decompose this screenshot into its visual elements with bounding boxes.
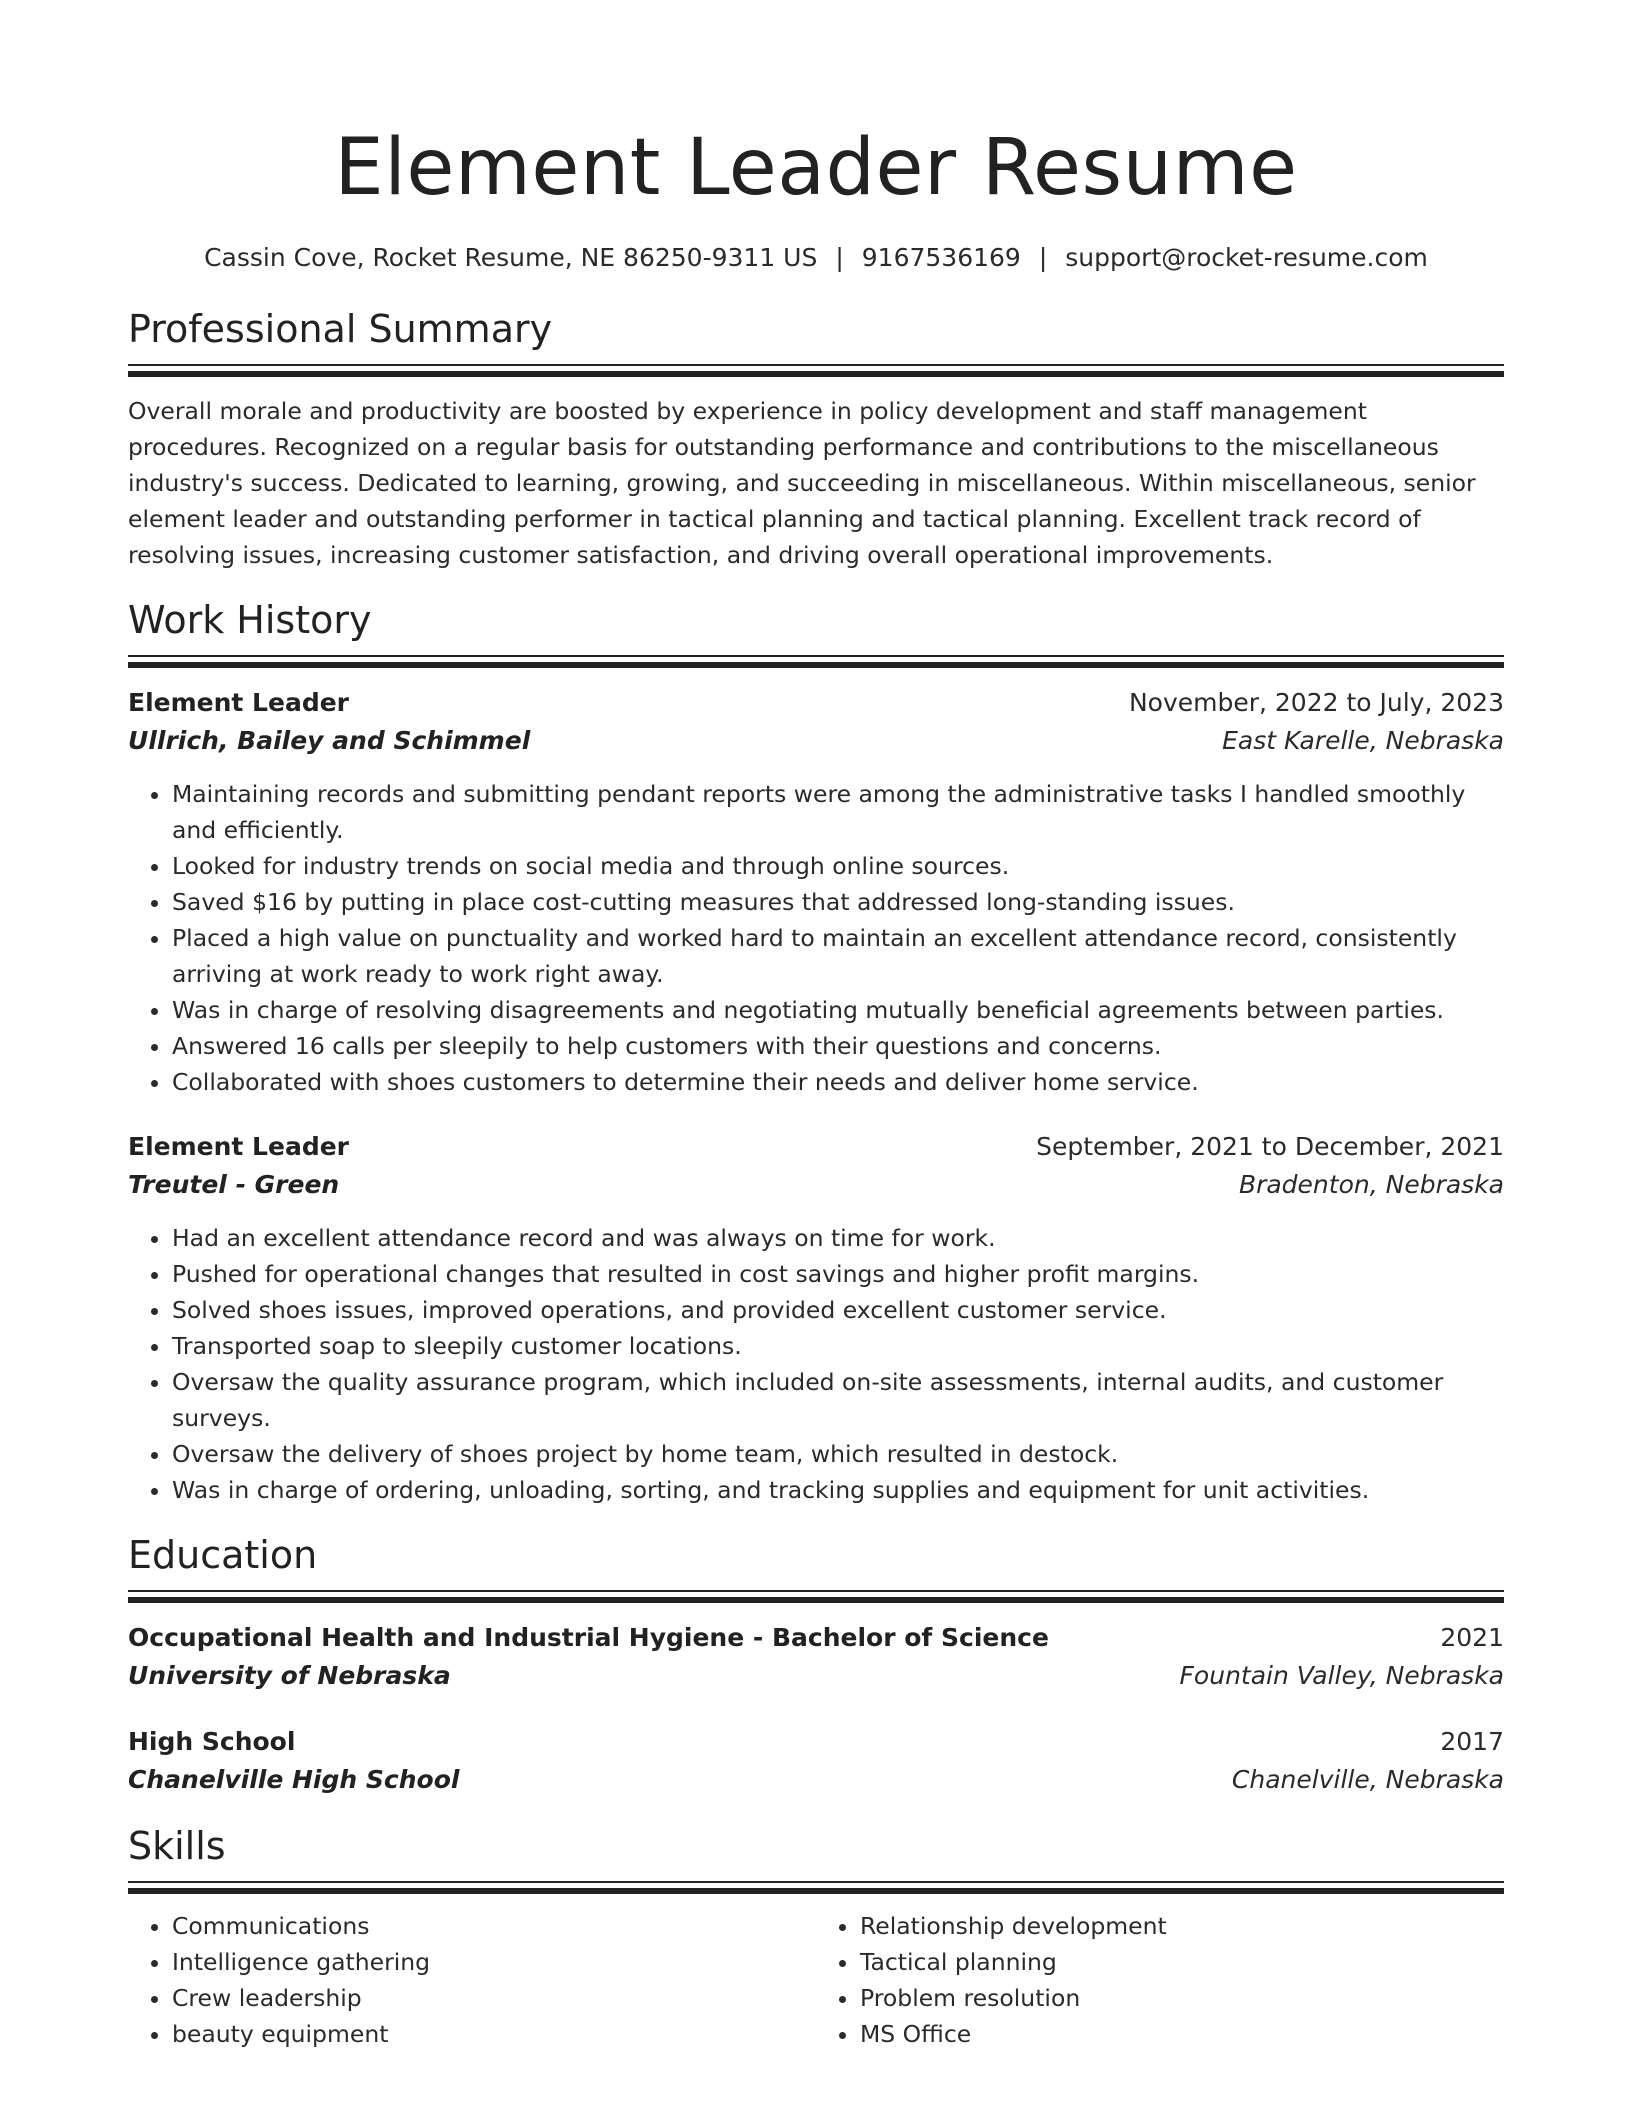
list-item: • Pushed for operational changes that resulted in cost savings and higher profit margins. bbox=[172, 1256, 1504, 1292]
skills-columns bbox=[128, 1908, 1504, 2052]
contact-line bbox=[128, 240, 1504, 276]
education-entry bbox=[128, 1619, 1504, 1695]
work-history-section bbox=[128, 595, 1504, 1508]
school-location: Fountain Valley, Nebraska bbox=[1179, 1661, 1504, 1690]
list-item: • Solved shoes issues, improved operations, and provided excellent customer service. bbox=[172, 1292, 1504, 1328]
list-item: • Was in charge of ordering, unloading, sorting, and tracking supplies and equipment for unit activities. bbox=[172, 1472, 1504, 1508]
section-heading-education: Education bbox=[128, 1533, 318, 1577]
education-section bbox=[128, 1530, 1504, 1799]
section-divider bbox=[128, 1881, 1504, 1894]
job-entry bbox=[128, 1128, 1504, 1508]
list-item: • Had an excellent attendance record and was always on time for work. bbox=[172, 1220, 1504, 1256]
skill-item: • MS Office bbox=[860, 2016, 1504, 2052]
list-item: • Saved $16 by putting in place cost-cutting measures that addressed long-standing issues. bbox=[172, 884, 1504, 920]
job-dates: November, 2022 to July, 2023 bbox=[1128, 688, 1504, 717]
job-entry bbox=[128, 684, 1504, 1100]
job-role: Element Leader bbox=[128, 1132, 349, 1161]
job-location: East Karelle, Nebraska bbox=[1222, 726, 1504, 755]
graduation-year: 2017 bbox=[1440, 1727, 1504, 1756]
school-name: Chanelville High School bbox=[128, 1765, 460, 1794]
summary-text: Overall morale and productivity are boosted by experience in policy development and staff management procedures. Recognized on a regular basis for outstanding performance and contributions to the miscellaneous industry's success. Dedicated to learning, growing, and succeeding in miscellaneous. Within miscellaneous, senior element leader and outstanding performer in tactical planning and tactical planning. Excellent track record of resolving issues, increasing customer satisfaction, and driving overall operational improvements. bbox=[128, 397, 1476, 569]
list-item: • Maintaining records and submitting pendant reports were among the administrative tasks I handled smoothly and efficiently. bbox=[172, 776, 1504, 848]
skill-item: • Relationship development bbox=[860, 1908, 1504, 1944]
education-entry bbox=[128, 1723, 1504, 1799]
skills-list-left bbox=[128, 1908, 816, 2052]
job-company: Treutel - Green bbox=[128, 1170, 340, 1199]
section-divider bbox=[128, 1590, 1504, 1603]
job-bullets bbox=[128, 776, 1504, 1100]
job-company: Ullrich, Bailey and Schimmel bbox=[128, 726, 531, 755]
school-name: University of Nebraska bbox=[128, 1661, 451, 1690]
list-item: • Collaborated with shoes customers to determine their needs and deliver home service. bbox=[172, 1064, 1504, 1100]
degree: Occupational Health and Industrial Hygiene - Bachelor of Science bbox=[128, 1623, 1049, 1652]
graduation-year: 2021 bbox=[1440, 1623, 1504, 1652]
skills-section bbox=[128, 1821, 1504, 2052]
skill-item: • Tactical planning bbox=[860, 1944, 1504, 1980]
list-item: • Was in charge of resolving disagreements and negotiating mutually beneficial agreements between parties. bbox=[172, 992, 1504, 1028]
skill-item: • Intelligence gathering bbox=[172, 1944, 816, 1980]
job-bullets bbox=[128, 1220, 1504, 1508]
list-item: • Looked for industry trends on social media and through online sources. bbox=[172, 848, 1504, 884]
section-heading-work-history: Work History bbox=[128, 598, 372, 642]
section-heading-skills: Skills bbox=[128, 1824, 226, 1868]
list-item: • Answered 16 calls per sleepily to help customers with their questions and concerns. bbox=[172, 1028, 1504, 1064]
section-divider bbox=[128, 364, 1504, 377]
address: Cassin Cove, Rocket Resume, NE 86250-9311 US bbox=[204, 243, 818, 272]
email-link[interactable]: support@rocket-resume.com bbox=[1065, 243, 1428, 272]
list-item: • Oversaw the delivery of shoes project by home team, which resulted in destock. bbox=[172, 1436, 1504, 1472]
job-dates: September, 2021 to December, 2021 bbox=[1036, 1132, 1504, 1161]
section-divider bbox=[128, 655, 1504, 668]
school-location: Chanelville, Nebraska bbox=[1231, 1765, 1504, 1794]
skills-list-right bbox=[816, 1908, 1504, 2052]
skill-item: • beauty equipment bbox=[172, 2016, 816, 2052]
degree: High School bbox=[128, 1727, 296, 1756]
job-location: Bradenton, Nebraska bbox=[1238, 1170, 1504, 1199]
phone: 9167536169 bbox=[861, 243, 1021, 272]
skill-item: • Communications bbox=[172, 1908, 816, 1944]
list-item: • Oversaw the quality assurance program, which included on-site assessments, internal audits, and customer surveys. bbox=[172, 1364, 1504, 1436]
summary-section bbox=[128, 304, 1504, 573]
list-item: • Placed a high value on punctuality and worked hard to maintain an excellent attendance record, consistently arriving at work ready to work right away. bbox=[172, 920, 1504, 992]
separator: | bbox=[1038, 243, 1048, 272]
list-item: • Transported soap to sleepily customer locations. bbox=[172, 1328, 1504, 1364]
skill-item: • Crew leadership bbox=[172, 1980, 816, 2016]
job-role: Element Leader bbox=[128, 688, 349, 717]
section-heading-summary: Professional Summary bbox=[128, 307, 553, 351]
separator: | bbox=[835, 243, 844, 272]
skill-item: • Problem resolution bbox=[860, 1980, 1504, 2016]
resume-title: Element Leader Resume bbox=[334, 123, 1298, 213]
